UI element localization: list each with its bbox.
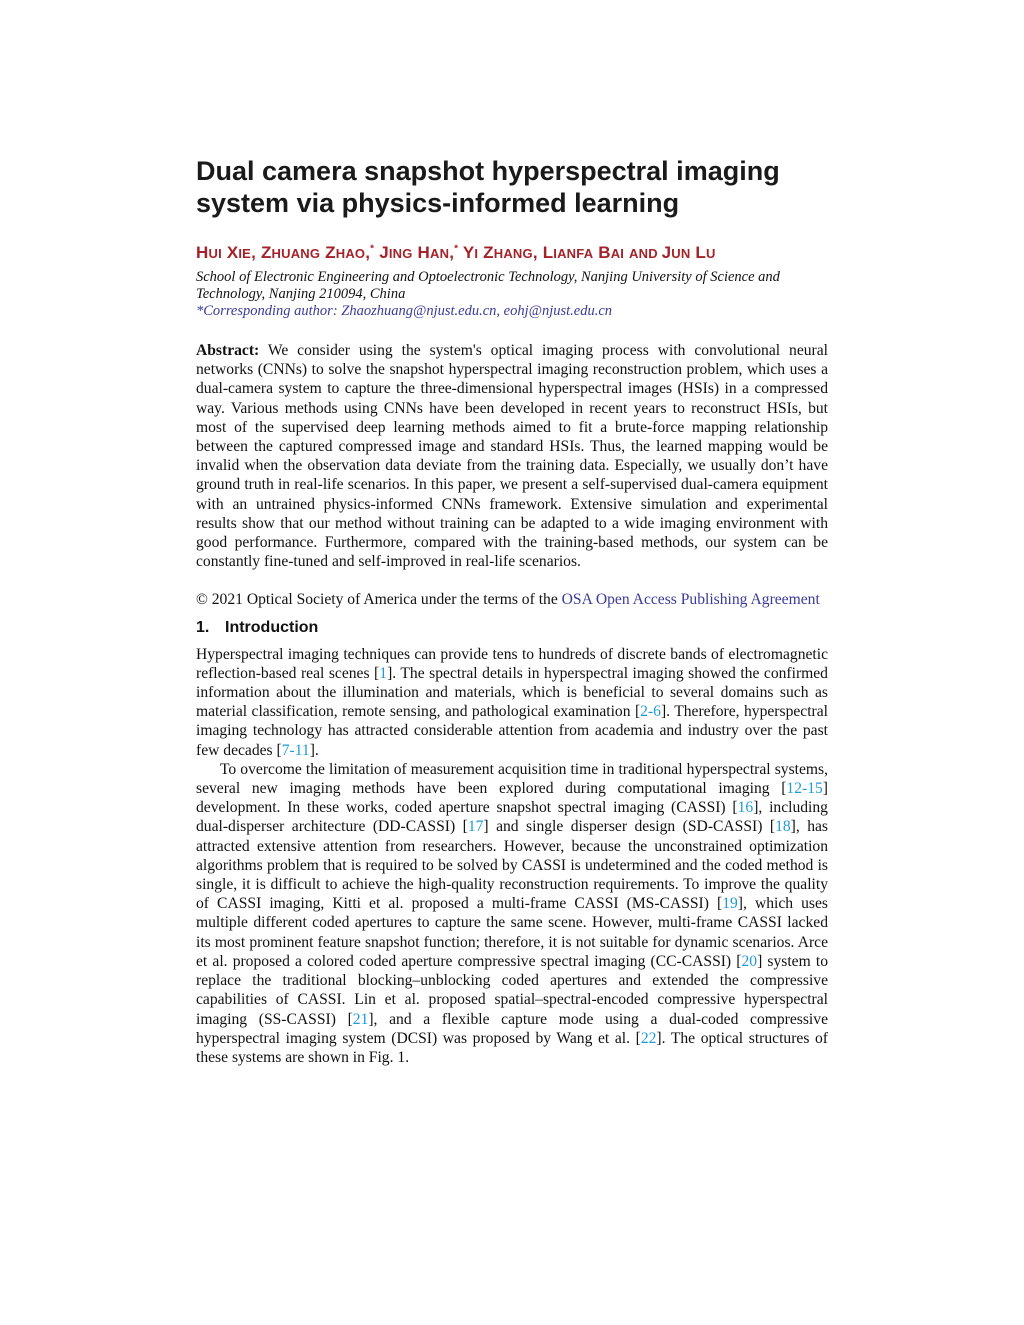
intro-paragraph-2: To overcome the limitation of measurement acquisition time in traditional hyperspectral systems, several new imaging methods have been explored during computational imaging [12-15] development. In these works, coded aperture snapshot spectral imaging (CASSI) [16], including dual-disperser architecture (DD-CASSI) [17] and single disperser design (SD-CASSI) [18], has attracted extensive attention from researchers. However, because the unconstrained optimization algorithms problem that is required to be solved by CASSI is undetermined and the coded method is single, it is difficult to achieve the high-quality reconstruction requirements. To improve the quality of CASSI imaging, Kitti et al. proposed a multi-frame CASSI (MS-CASSI) [19], which uses multiple different coded apertures to capture the same scene. However, multi-frame CASSI lacked its most prominent feature snapshot function; therefore, it is not suitable for dynamic scenarios. Arce et al. proposed a colored coded aperture compressive spectral imaging (CC-CASSI) [20] system to replace the traditional blocking–unblocking coded apertures and extended the compressive capabilities of CASSI. Lin et al. proposed spatial–spectral-encoded compressive hyperspectral imaging (SS-CASSI) [21], and a flexible capture mode using a dual-coded compressive hyperspectral imaging system (DCSI) was proposed by Wang et al. [22]. The optical structures of these systems are shown in Fig. 1. xyxy=(196,760,828,1066)
copyright-text: © 2021 Optical Society of America under the terms of the xyxy=(196,591,562,609)
affiliation-text: School of Electronic Engineering and Optoelectronic Technology, Nanjing University of Science and Technology, Nanjing 210094, China xyxy=(196,269,780,302)
abstract-text: We consider using the system's optical imaging process with convolutional neural networks (CNNs) to solve the snapshot hyperspectral imaging reconstruction problem, which uses a dual-camera system to capture the three-dimensional hyperspectral images (HSIs) in a compressed way. Various methods using CNNs have been developed in recent years to reconstruct HSIs, but most of the supervised deep learning methods aimed to fit a brute-force mapping relationship between the captured compressed image and standard HSIs. Thus, the learned mapping would be invalid when the observation data deviate from the training data. Especially, we usually don’t have ground truth in real-life scenarios. In this paper, we present a self-supervised dual-camera equipment with an untrained physics-informed CNNs framework. Extensive simulation and experimental results show that our method without training can be adapted to a wide imaging environment with good performance. Furthermore, compared with the training-based methods, our system can be constantly fine-tuned and self-improved in real-life scenarios. xyxy=(196,342,828,571)
citation-link[interactable]: 1 xyxy=(379,664,388,682)
citation-link[interactable]: 7-11 xyxy=(281,741,310,759)
abstract-label: Abstract: xyxy=(196,342,260,359)
author-name: YI ZHANG xyxy=(462,243,533,262)
citation-link[interactable]: 2-6 xyxy=(640,703,661,721)
citation-link[interactable]: 21 xyxy=(352,1010,369,1028)
author-name: JING HAN xyxy=(379,243,450,262)
citation-link[interactable]: 20 xyxy=(741,952,758,970)
section-heading xyxy=(196,619,828,637)
citation-link[interactable]: 12-15 xyxy=(786,780,823,798)
copyright-notice xyxy=(196,590,828,609)
citation-link[interactable]: 19 xyxy=(722,895,738,913)
abstract xyxy=(196,341,828,571)
section-number: 1. xyxy=(196,618,210,636)
citation-link[interactable]: 18 xyxy=(775,818,791,836)
intro-paragraph-1: Hyperspectral imaging techniques can provide tens to hundreds of discrete bands of electromagnetic reflection-based real scenes [1]. The spectral details in hyperspectral imaging showed the confirmed information about the illumination and materials, which is beneficial to several domains such as material classification, remote sensing, and pathological examination [2-6]. Therefore, hyperspectral imaging technology has attracted considerable attention from academia and industry over the past few decades [7-11]. xyxy=(196,645,828,759)
author-name: HUI XIE xyxy=(196,243,252,262)
corresponding-mark: * xyxy=(370,243,375,255)
paper-title: Dual camera snapshot hyperspectral imaging system via physics-informed learning xyxy=(196,156,780,218)
author-and: AND xyxy=(629,246,662,261)
author-name: LIANFA BAI xyxy=(542,243,625,262)
affiliation xyxy=(196,269,828,320)
corresponding-author[interactable]: *Corresponding author: Zhaozhuang@njust.edu.cn, eohj@njust.edu.cn xyxy=(196,303,613,319)
author-list: HUI XIE, ZHUANG ZHAO,* JING HAN,* YI ZHANG, LIANFA BAI AND JUN LU xyxy=(196,243,716,262)
license-link[interactable]: OSA Open Access Publishing Agreement xyxy=(561,591,820,609)
paper-page xyxy=(196,150,828,1067)
citation-link[interactable]: 16 xyxy=(737,799,754,817)
author-name: JUN LU xyxy=(661,243,716,262)
citation-link[interactable]: 17 xyxy=(467,818,484,836)
citation-link[interactable]: 22 xyxy=(640,1029,657,1047)
section-title: Introduction xyxy=(225,618,319,636)
author-name: ZHUANG ZHAO xyxy=(260,243,366,262)
corresponding-mark: * xyxy=(454,243,459,255)
